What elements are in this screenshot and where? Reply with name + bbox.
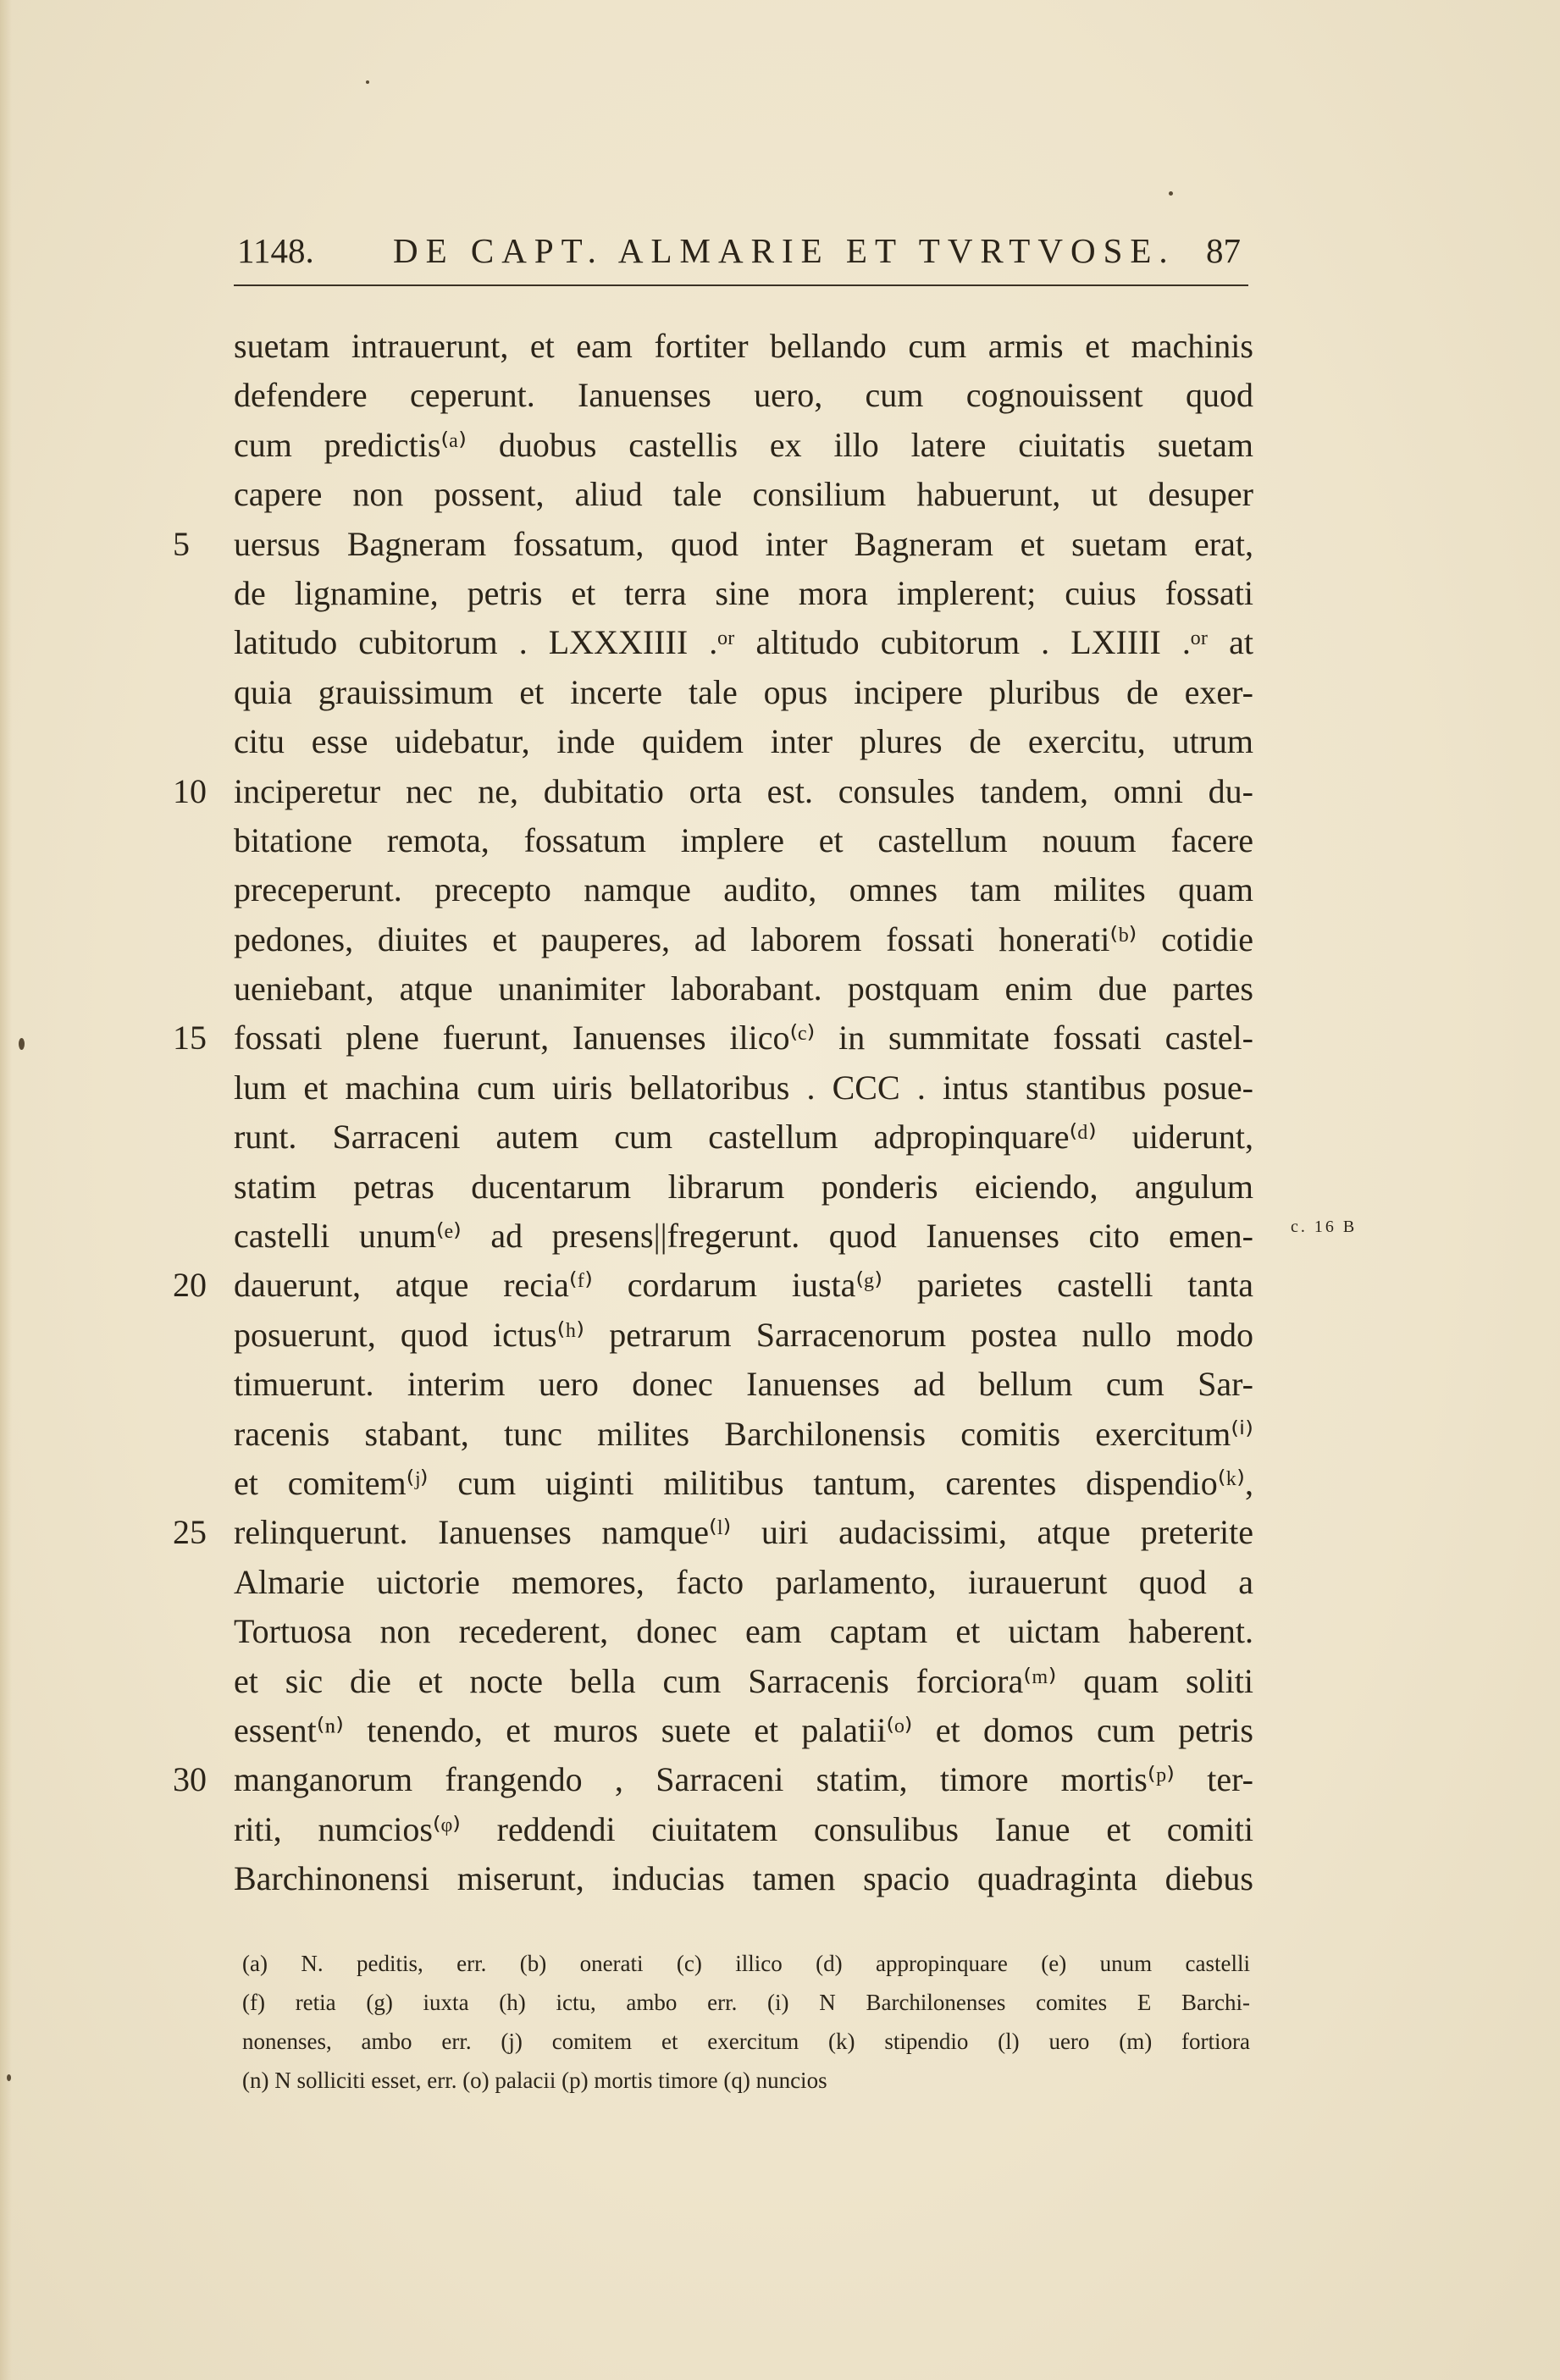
text-line (234, 1212, 1253, 1261)
line-text: cum predictis⁽ᵃ⁾ duobus castellis ex illo latere ciuitatis suetam (234, 425, 1253, 464)
line-text: Barchinonensi miserunt, inducias tamen spacio quadraginta diebus (234, 1859, 1253, 1898)
text-line (234, 1360, 1253, 1409)
text-line (234, 421, 1253, 470)
line-text: suetam intrauerunt, et eam fortiter bellando cum armis et machinis (234, 327, 1253, 365)
line-text: relinquerunt. Ianuenses namque⁽ˡ⁾ uiri audacissimi, atque preterite (234, 1513, 1253, 1552)
page-number: 87 (1206, 231, 1241, 270)
header-rule (234, 284, 1248, 286)
footnote-line: nonenses, ambo err. (j) comitem et exercitum (k) stipendio (l) uero (m) fortiora (242, 2029, 1250, 2054)
text-line (234, 1162, 1253, 1212)
line-text: posuerunt, quod ictus⁽ʰ⁾ petrarum Sarracenorum postea nullo modo (234, 1315, 1253, 1354)
text-line (173, 1508, 1253, 1557)
line-text: castelli unum⁽ᵉ⁾ ad presens||fregerunt. quod Ianuenses cito emen- (234, 1217, 1253, 1256)
line-text: ueniebant, atque unanimiter laborabant. postquam enim due partes (234, 969, 1253, 1008)
text-line (173, 767, 1253, 816)
line-text: citu esse uidebatur, inde quidem inter plures de exercitu, utrum (234, 722, 1253, 761)
line-text: lum et machina cum uiris bellatoribus . CCC . intus stantibus posue- (234, 1068, 1253, 1107)
line-text: uersus Bagneram fossatum, quod inter Bagneram et suetam erat, (234, 524, 1253, 563)
footnotes (242, 1944, 1250, 2100)
line-text: riti, numcios⁽ᵠ⁾ reddendi ciuitatem consulibus Ianue et comiti (234, 1809, 1253, 1848)
text-line (173, 1013, 1253, 1063)
main-text (173, 322, 1253, 1904)
text-line (234, 1706, 1253, 1755)
footnote-line: (f) retia (g) iuxta (h) ictu, ambo err. (i) N Barchilonenses comites E Barchi- (242, 1990, 1250, 2015)
line-text: et sic die et nocte bella cum Sarracenis forciora⁽ᵐ⁾ quam soliti (234, 1661, 1253, 1700)
paper-speck (19, 1038, 25, 1050)
text-line (234, 618, 1253, 667)
line-number: 15 (173, 1019, 207, 1057)
header-title: DE CAPT. ALMARIE ET TVRTVOSE. (393, 231, 1176, 270)
text-line (234, 569, 1253, 618)
line-text: preceperunt. precepto namque audito, omnes tam milites quam (234, 870, 1253, 909)
text-line (234, 1063, 1253, 1113)
text-line (234, 964, 1253, 1013)
text-line (234, 1657, 1253, 1706)
text-line (173, 520, 1253, 569)
text-line (234, 371, 1253, 420)
line-number: 10 (173, 771, 207, 810)
page-edge-shadow (0, 0, 12, 2380)
line-text: timuerunt. interim uero donec Ianuenses ad bellum cum Sar- (234, 1365, 1253, 1404)
text-line (234, 1558, 1253, 1607)
text-line (234, 1410, 1253, 1459)
line-text: defendere ceperunt. Ianuenses uero, cum cognouissent quod (234, 376, 1253, 415)
line-number: 20 (173, 1266, 207, 1305)
line-text: quia grauissimum et incerte tale opus incipere pluribus de exer- (234, 672, 1253, 711)
line-text: fossati plene fuerunt, Ianuenses ilico⁽ᶜ⁾ in summitate fossati castel- (234, 1019, 1253, 1057)
text-line (234, 816, 1253, 865)
line-text: capere non possent, aliud tale consilium habuerunt, ut desuper (234, 475, 1253, 514)
text-line (234, 1805, 1253, 1854)
text-line (234, 668, 1253, 717)
line-text: latitudo cubitorum . LXXXIIII .ᵒʳ altitudo cubitorum . LXIIII .ᵒʳ at (234, 623, 1253, 662)
text-line (173, 1755, 1253, 1804)
text-line (234, 1607, 1253, 1656)
line-text: essent⁽ⁿ⁾ tenendo, et muros suete et palatii⁽ᵒ⁾ et domos cum petris (234, 1710, 1253, 1749)
text-line (234, 1311, 1253, 1360)
line-number: 25 (173, 1513, 207, 1552)
line-text: de lignamine, petris et terra sine mora implerent; cuius fossati (234, 573, 1253, 612)
text-line (234, 865, 1253, 914)
paper-speck (1169, 191, 1173, 196)
margin-note: c. 16 B (1291, 1218, 1358, 1236)
paper-speck (7, 2074, 11, 2081)
line-text: racenis stabant, tunc milites Barchilonensis comitis exercitum⁽ⁱ⁾ (234, 1414, 1253, 1453)
line-text: pedones, diuites et pauperes, ad laborem fossati honerati⁽ᵇ⁾ cotidie (234, 919, 1253, 958)
line-number: 30 (173, 1760, 207, 1799)
text-line (234, 915, 1253, 964)
header-year: 1148. (237, 231, 314, 270)
text-line (234, 1459, 1253, 1508)
line-text: Almarie uictorie memores, facto parlamento, iurauerunt quod a (234, 1562, 1253, 1601)
line-text: statim petras ducentarum librarum ponderis eiciendo, angulum (234, 1167, 1253, 1206)
text-line (234, 717, 1253, 766)
line-number: 5 (173, 524, 190, 563)
footnote-line: (a) N. peditis, err. (b) onerati (c) illico (d) appropinquare (e) unum castelli (242, 1951, 1250, 1976)
paper-speck (366, 80, 369, 84)
line-text: runt. Sarraceni autem cum castellum adpropinquare⁽ᵈ⁾ uiderunt, (234, 1118, 1253, 1157)
line-text: manganorum frangendo , Sarraceni statim, timore mortis⁽ᵖ⁾ ter- (234, 1760, 1253, 1799)
text-line (234, 1113, 1253, 1162)
line-text: et comitem⁽ʲ⁾ cum uiginti militibus tantum, carentes dispendio⁽ᵏ⁾, (234, 1463, 1253, 1502)
text-line (173, 1261, 1253, 1310)
line-text: inciperetur nec ne, dubitatio orta est. consules tandem, omni du- (234, 771, 1253, 810)
line-text: dauerunt, atque recia⁽ᶠ⁾ cordarum iusta⁽ᵍ⁾ parietes castelli tanta (234, 1266, 1253, 1305)
text-line (234, 470, 1253, 519)
line-text: Tortuosa non recederent, donec eam captam et uictam haberent. (234, 1612, 1253, 1651)
line-text: bitatione remota, fossatum implere et castellum nouum facere (234, 820, 1253, 859)
text-line (234, 322, 1253, 371)
footnote-line: (n) N solliciti esset, err. (o) palacii (p) mortis timore (q) nuncios (242, 2068, 827, 2093)
running-header (234, 225, 1250, 276)
text-line (234, 1854, 1253, 1903)
